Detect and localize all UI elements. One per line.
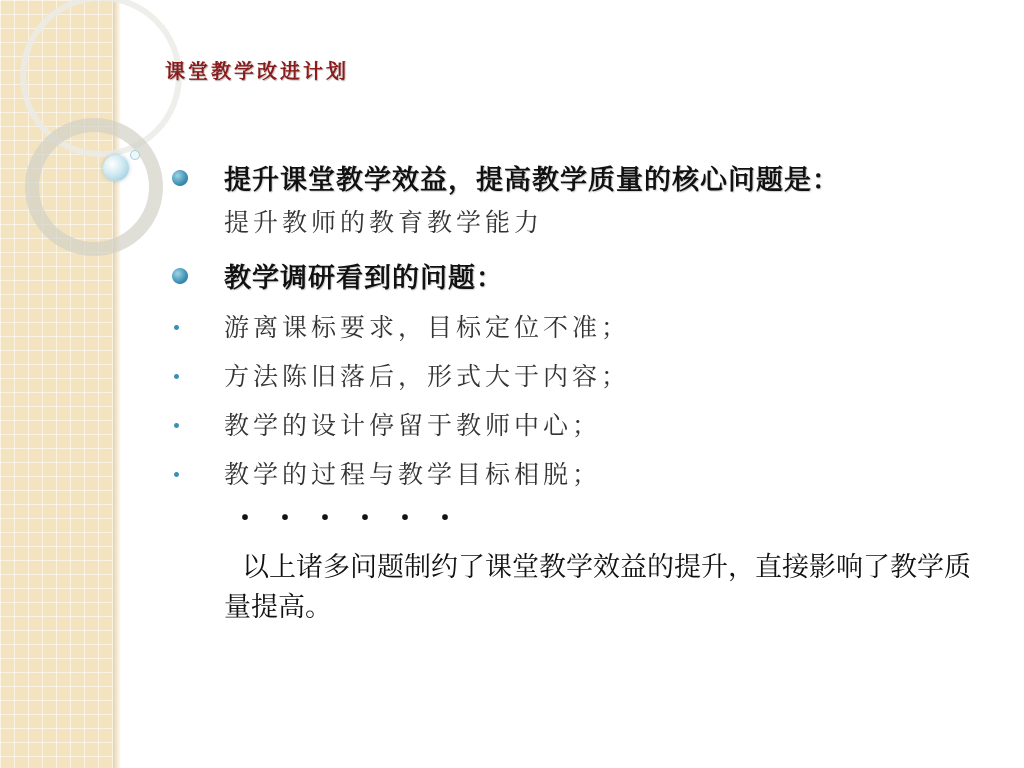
decorative-bubble-icon — [130, 150, 140, 160]
issue-item — [172, 455, 992, 504]
bullet-icon — [174, 374, 179, 379]
key-point-heading: 提升课堂教学效益，提高教学质量的核心问题是： — [224, 165, 840, 196]
issue-text: 游离课标要求，目标定位不准； — [224, 313, 631, 342]
decorative-ring — [25, 118, 163, 256]
summary-text: 以上诸多问题制约了课堂教学效益的提升，直接影响了教学质量提高。 — [224, 552, 971, 623]
slide-title: 课堂教学改进计划 — [165, 59, 349, 83]
key-point — [172, 158, 992, 256]
bullet-icon — [172, 170, 188, 186]
bullet-icon — [174, 472, 179, 477]
key-point — [172, 256, 992, 308]
bullet-icon — [172, 268, 188, 284]
key-point-heading: 教学调研看到的问题： — [224, 263, 504, 294]
issue-text: 方法陈旧落后，形式大于内容； — [224, 362, 631, 391]
bullet-icon — [174, 423, 179, 428]
bullet-icon — [174, 325, 179, 330]
issue-item — [172, 308, 992, 357]
key-point-detail: 提升教师的教育教学能力 — [224, 208, 544, 237]
issue-text: 教学的设计停留于教师中心； — [224, 411, 602, 440]
ellipsis: ・・・・・・ — [232, 504, 473, 534]
slide-content — [172, 158, 992, 628]
decorative-bubble-icon — [103, 155, 129, 181]
issue-item — [172, 406, 992, 455]
issue-text: 教学的过程与教学目标相脱； — [224, 460, 602, 489]
issue-item — [172, 357, 992, 406]
